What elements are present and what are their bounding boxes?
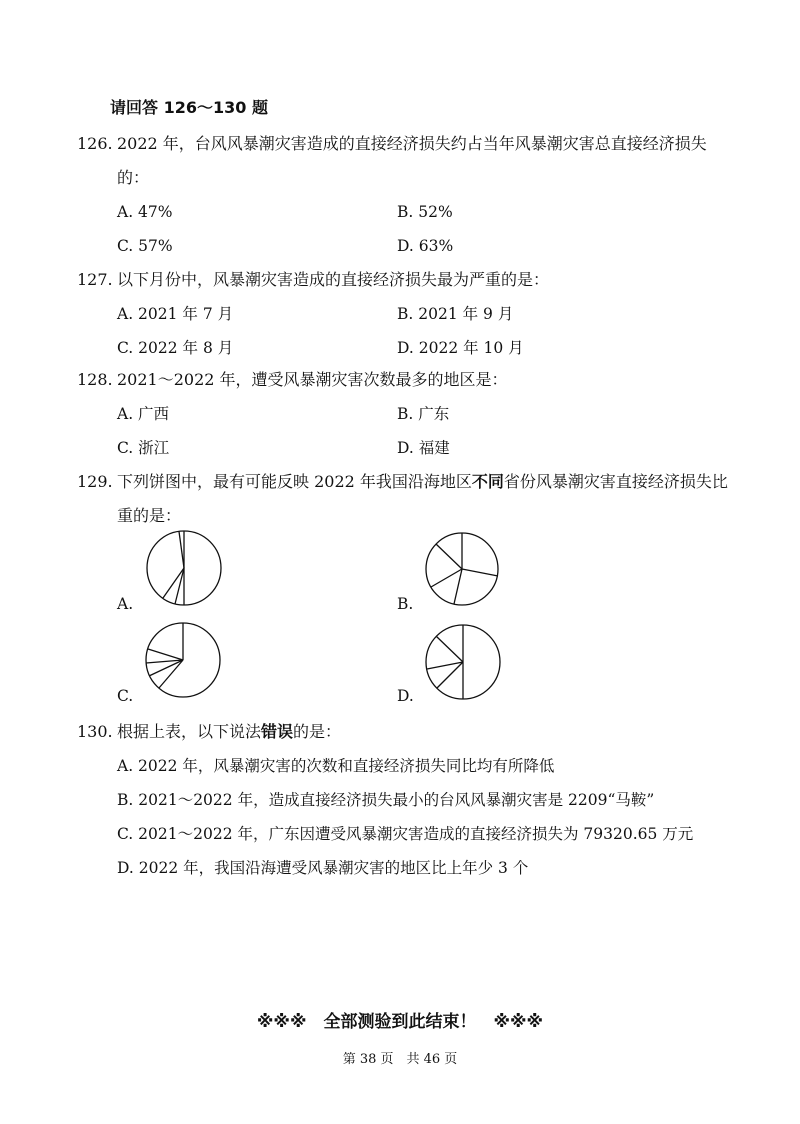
pie-slice-line bbox=[159, 660, 183, 688]
question-text-part: 省份风暴潮灾害直接经济损失比 bbox=[503, 472, 728, 491]
pie-slice-line bbox=[462, 569, 498, 576]
question-text-part: 的是： bbox=[293, 722, 342, 741]
pie-chart-option-b[interactable] bbox=[423, 530, 501, 608]
question-number: 130. bbox=[77, 722, 113, 741]
question-text-part: 下列饼图中，最有可能反映 2022 年我国沿海地区 bbox=[117, 472, 472, 491]
option-c[interactable]: C. 2021～2022 年，广东因遭受风暴潮灾害造成的直接经济损失为 79320.65 万元 bbox=[117, 825, 694, 843]
pie-slice-line bbox=[148, 649, 183, 660]
pie-slice-line bbox=[179, 532, 184, 569]
question-text-part: 根据上表，以下说法 bbox=[117, 722, 262, 741]
option-d[interactable]: D. 2022 年 10 月 bbox=[397, 339, 524, 357]
option-d[interactable]: D. 2022 年，我国沿海遭受风暴潮灾害的地区比上年少 3 个 bbox=[117, 859, 529, 877]
option-b[interactable]: B. 2021 年 9 月 bbox=[397, 305, 514, 323]
question-number: 127. bbox=[77, 270, 113, 289]
emphasis-text: 错误 bbox=[261, 722, 294, 741]
question-text: 2021～2022 年，遭受风暴潮灾害次数最多的地区是： bbox=[117, 370, 508, 389]
question-number: 126. bbox=[77, 134, 113, 153]
option-a[interactable]: A. 47% bbox=[117, 203, 173, 221]
option-c[interactable]: C. 浙江 bbox=[117, 439, 170, 457]
option-c-label[interactable]: C. bbox=[117, 687, 134, 705]
option-a[interactable]: A. 广西 bbox=[117, 405, 170, 423]
pie-slice-line bbox=[454, 569, 462, 604]
pie-slice-line bbox=[436, 636, 463, 662]
question-text bbox=[117, 472, 728, 492]
end-of-test-banner: ※※※ 全部测验到此结束！ ※※※ bbox=[256, 1012, 544, 1032]
question-text: 以下月份中，风暴潮灾害造成的直接经济损失最为严重的是： bbox=[117, 270, 550, 289]
option-d-label[interactable]: D. bbox=[397, 687, 414, 705]
emphasis-text: 不同 bbox=[471, 472, 504, 491]
page-number: 第 38 页 共 46 页 bbox=[342, 1052, 458, 1067]
option-c[interactable]: C. 57% bbox=[117, 237, 173, 255]
question-text bbox=[117, 722, 341, 742]
pie-slice-line bbox=[436, 544, 462, 569]
pie-chart-option-d[interactable] bbox=[423, 622, 503, 702]
pie-slice-line bbox=[431, 569, 462, 587]
question-text-cont: 的： bbox=[117, 168, 150, 187]
question-number: 129. bbox=[77, 472, 113, 491]
pie-chart-option-a[interactable] bbox=[144, 528, 224, 608]
option-b-label[interactable]: B. bbox=[397, 595, 414, 613]
option-c[interactable]: C. 2022 年 8 月 bbox=[117, 339, 234, 357]
option-b[interactable]: B. 广东 bbox=[397, 405, 450, 423]
option-b[interactable]: B. 52% bbox=[397, 203, 453, 221]
option-d[interactable]: D. 63% bbox=[397, 237, 454, 255]
option-a-label[interactable]: A. bbox=[117, 595, 134, 613]
section-heading: 请回答 126～130 题 bbox=[110, 98, 268, 117]
pie-chart-option-c[interactable] bbox=[143, 620, 223, 700]
option-a[interactable]: A. 2021 年 7 月 bbox=[117, 305, 234, 323]
option-a[interactable]: A. 2022 年，风暴潮灾害的次数和直接经济损失同比均有所降低 bbox=[117, 757, 555, 775]
option-b[interactable]: B. 2021～2022 年，造成直接经济损失最小的台风风暴潮灾害是 2209“马鞍” bbox=[117, 791, 655, 809]
question-number: 128. bbox=[77, 370, 113, 389]
question-text: 2022 年，台风风暴潮灾害造成的直接经济损失约占当年风暴潮灾害总直接经济损失 bbox=[117, 134, 707, 153]
question-text-cont: 重的是： bbox=[117, 506, 182, 525]
option-d[interactable]: D. 福建 bbox=[397, 439, 450, 457]
